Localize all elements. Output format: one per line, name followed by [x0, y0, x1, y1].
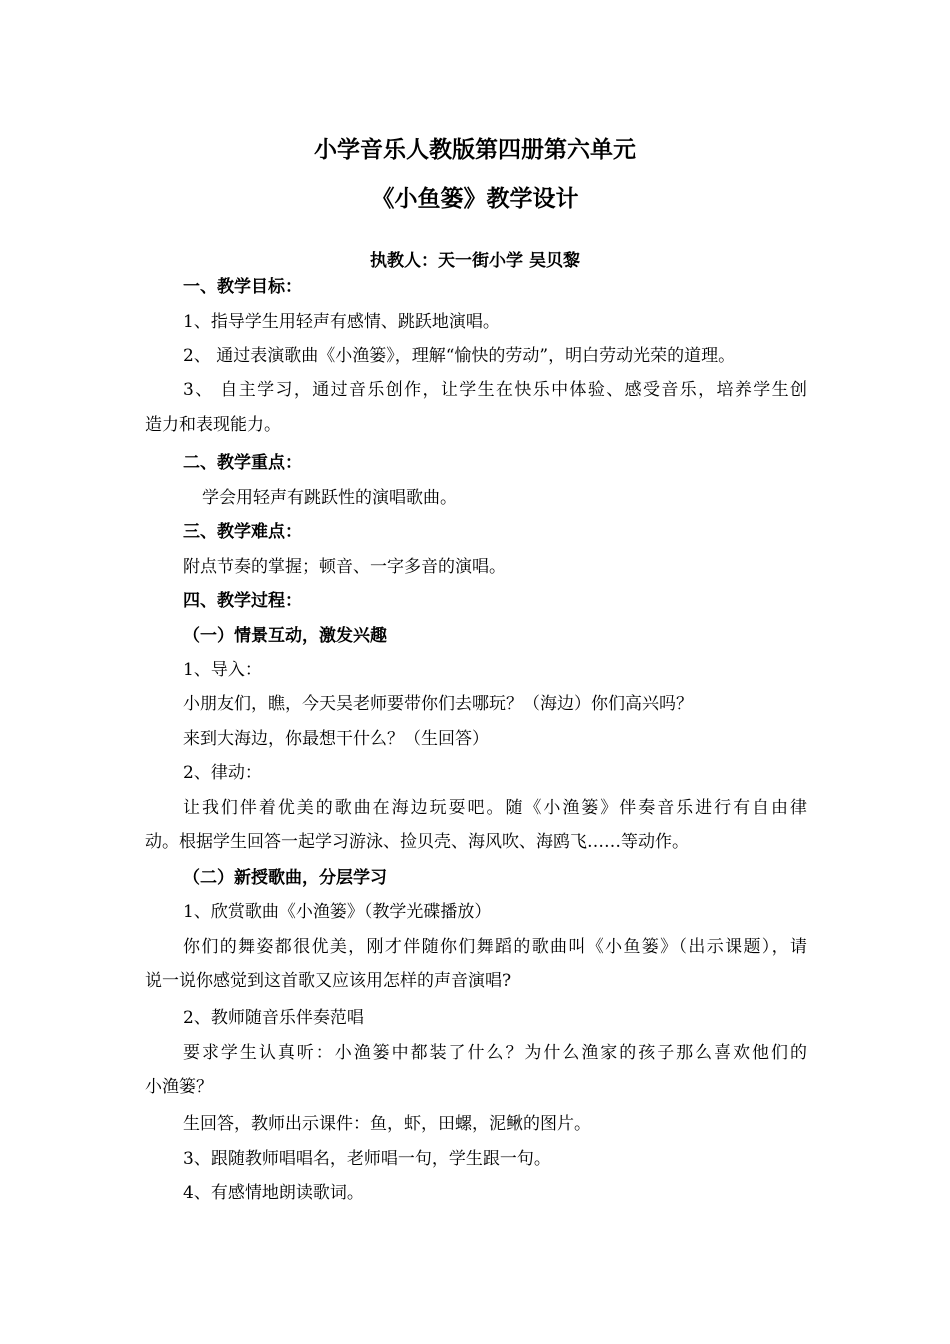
- step-intro-text-2: 来到大海边，你最想干什么？（生回答）: [183, 729, 489, 749]
- key-point-text: 学会用轻声有跳跃性的演唱歌曲。: [202, 488, 457, 508]
- goal-item-3: 3、 自主学习，通过音乐创作，让学生在快乐中体验、感受音乐，培养学生创: [183, 380, 807, 400]
- step-intro-label: 1、导入：: [183, 660, 262, 680]
- section-heading-process: 四、教学过程：: [183, 591, 302, 611]
- subsection-heading-1: （一）情景互动，激发兴趣: [183, 626, 387, 646]
- step-recite-lyrics: 4、有感情地朗读歌词。: [183, 1183, 364, 1203]
- goal-item-2: 2、 通过表演歌曲《小渔篓》，理解“愉快的劳动”，明白劳动光荣的道理。: [183, 346, 736, 366]
- document-title-line2: 《小鱼篓》教学设计: [371, 186, 579, 212]
- document-author: 执教人：天一街小学 吴贝黎: [370, 251, 580, 271]
- step-demo-text-3: 生回答，教师出示课件：鱼，虾，田螺，泥鳅的图片。: [183, 1114, 591, 1134]
- goal-item-3-continued: 造力和表现能力。: [145, 415, 281, 435]
- document-title-line1: 小学音乐人教版第四册第六单元: [314, 137, 636, 163]
- subsection-heading-2: （二）新授歌曲，分层学习: [183, 868, 387, 888]
- step-demo-text-1: 要求学生认真听：小渔篓中都装了什么？为什么渔家的孩子那么喜欢他们的: [183, 1043, 807, 1063]
- step-demo-label: 2、教师随音乐伴奏范唱: [183, 1008, 364, 1028]
- difficulty-text: 附点节奏的掌握；顿音、一字多音的演唱。: [183, 557, 506, 577]
- section-heading-difficulties: 三、教学难点：: [183, 522, 302, 542]
- step-intro-text-1: 小朋友们，瞧，今天吴老师要带你们去哪玩？（海边）你们高兴吗？: [183, 694, 693, 714]
- step-solfege: 3、跟随教师唱唱名，老师唱一句，学生跟一句。: [183, 1149, 551, 1169]
- step-rhythm-label: 2、律动：: [183, 763, 262, 783]
- step-appreciate-text-2: 说一说你感觉到这首歌又应该用怎样的声音演唱?: [145, 971, 512, 991]
- goal-item-1: 1、指导学生用轻声有感情、跳跃地演唱。: [183, 312, 500, 332]
- step-appreciate-text-1: 你们的舞姿都很优美，刚才伴随你们舞蹈的歌曲叫《小鱼篓》（出示课题），请: [183, 937, 807, 957]
- step-rhythm-text-1: 让我们伴着优美的歌曲在海边玩耍吧。随《小渔篓》伴奏音乐进行有自由律: [183, 798, 807, 818]
- step-demo-text-2: 小渔篓？: [145, 1077, 213, 1097]
- step-appreciate-label: 1、欣赏歌曲《小渔篓》（教学光碟播放）: [183, 902, 492, 922]
- section-heading-goals: 一、教学目标：: [183, 277, 302, 297]
- section-heading-key-points: 二、教学重点：: [183, 453, 302, 473]
- step-rhythm-text-2: 动。根据学生回答一起学习游泳、捡贝壳、海风吹、海鸥飞……等动作。: [145, 832, 689, 852]
